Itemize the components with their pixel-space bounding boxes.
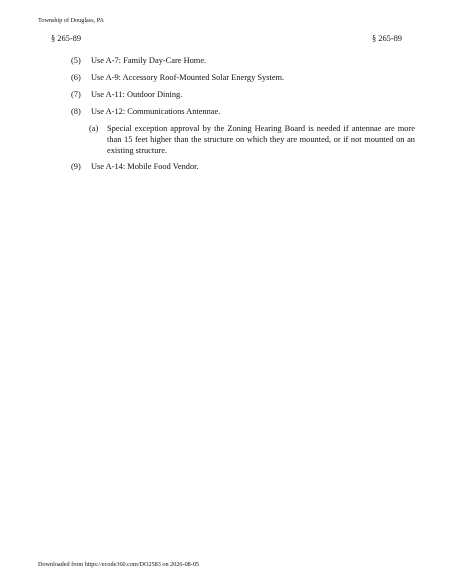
item-text: Use A-9: Accessory Roof-Mounted Solar Energy System. (91, 73, 285, 82)
sub-item-label: (a) (89, 124, 99, 133)
item-text: Use A-7: Family Day-Care Home. (91, 56, 207, 65)
section-ref-left: § 265-89 (51, 34, 82, 43)
sub-item-text: Special exception approval by the Zoning Hearing Board is needed if antennae are more than 15 feet higher than the structure on which they are mounted, or if not mounted on an existing structure. (107, 124, 415, 156)
item-number: (5) (71, 56, 81, 65)
section-ref-right: § 265-89 (371, 34, 402, 43)
item-number: (6) (71, 73, 81, 82)
item-number: (8) (71, 107, 81, 116)
item-text: Use A-11: Outdoor Dining. (91, 90, 183, 99)
item-text: Use A-14: Mobile Food Vendor. (91, 162, 199, 171)
item-text: Use A-12: Communications Antennae. (91, 107, 221, 116)
header-jurisdiction: Township of Douglass, PA (38, 17, 105, 24)
item-number: (9) (71, 162, 81, 171)
download-footer: Downloaded from https://ecode360.com/DO2583 on 2026-08-05 (38, 561, 200, 568)
item-number: (7) (71, 90, 81, 99)
